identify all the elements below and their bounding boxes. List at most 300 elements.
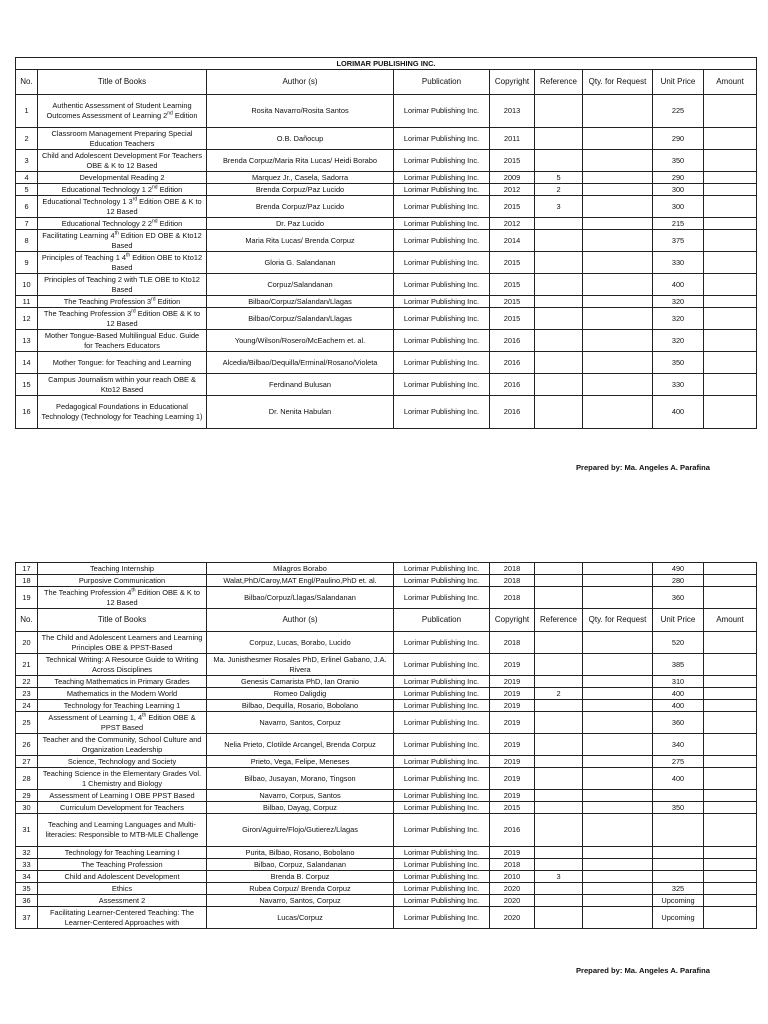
table-title: LORIMAR PUBLISHING INC.	[16, 58, 757, 70]
cell-unit-price: 320	[653, 296, 704, 308]
cell-publication: Lorimar Publishing Inc.	[394, 883, 490, 895]
cell-author: Genesis Camarista PhD, Ian Oranio	[207, 676, 394, 688]
cell-reference: 2	[535, 688, 583, 700]
cell-publication: Lorimar Publishing Inc.	[394, 907, 490, 929]
table-row	[16, 790, 757, 802]
table-row	[16, 308, 757, 330]
cell-amount	[704, 847, 757, 859]
cell-publication: Lorimar Publishing Inc.	[394, 688, 490, 700]
cell-amount	[704, 184, 757, 196]
cell-no: 13	[16, 330, 38, 352]
cell-no: 19	[16, 587, 38, 609]
cell-no: 1	[16, 95, 38, 128]
cell-qty	[583, 802, 653, 814]
cell-reference	[535, 790, 583, 802]
table-row	[16, 756, 757, 768]
col-author: Author (s)	[207, 609, 394, 632]
cell-amount	[704, 700, 757, 712]
cell-title: Teaching Internship	[38, 563, 207, 575]
cell-amount	[704, 252, 757, 274]
cell-title: Ethics	[38, 883, 207, 895]
cell-title: Campus Journalism within your reach OBE & Kto12 Based	[38, 374, 207, 396]
table-row	[16, 895, 757, 907]
cell-copyright: 2015	[490, 196, 535, 218]
table-row	[16, 814, 757, 847]
col-author: Author (s)	[207, 70, 394, 95]
cell-copyright: 2019	[490, 654, 535, 676]
cell-title: The Teaching Profession	[38, 859, 207, 871]
cell-title: Facilitating Learner-Centered Teaching: The Learner-Centered Approaches with	[38, 907, 207, 929]
cell-reference	[535, 575, 583, 587]
col-no: No.	[16, 70, 38, 95]
cell-copyright: 2015	[490, 308, 535, 330]
cell-copyright: 2018	[490, 859, 535, 871]
cell-copyright: 2015	[490, 296, 535, 308]
cell-title: The Child and Adolescent Learners and Learning Principles OBE & PPST-Based	[38, 632, 207, 654]
cell-publication: Lorimar Publishing Inc.	[394, 252, 490, 274]
cell-reference	[535, 907, 583, 929]
cell-reference: 2	[535, 184, 583, 196]
cell-qty	[583, 396, 653, 429]
cell-author: Brenda Corpuz/Maria Rita Lucas/ Heidi Borabo	[207, 150, 394, 172]
cell-copyright: 2013	[490, 95, 535, 128]
cell-qty	[583, 296, 653, 308]
cell-copyright: 2010	[490, 871, 535, 883]
cell-reference	[535, 895, 583, 907]
cell-unit-price: 350	[653, 802, 704, 814]
col-publication: Publication	[394, 70, 490, 95]
cell-qty	[583, 150, 653, 172]
cell-no: 6	[16, 196, 38, 218]
cell-no: 32	[16, 847, 38, 859]
cell-author: Romeo Daligdig	[207, 688, 394, 700]
cell-author: Young/Wilson/Rosero/McEachern et. al.	[207, 330, 394, 352]
cell-publication: Lorimar Publishing Inc.	[394, 871, 490, 883]
cell-copyright: 2019	[490, 712, 535, 734]
cell-no: 26	[16, 734, 38, 756]
cell-amount	[704, 712, 757, 734]
cell-unit-price: 400	[653, 688, 704, 700]
cell-amount	[704, 330, 757, 352]
cell-unit-price: 400	[653, 768, 704, 790]
cell-reference	[535, 296, 583, 308]
cell-qty	[583, 734, 653, 756]
cell-author: Bilbao, Jusayan, Morano, Tingson	[207, 768, 394, 790]
cell-title: Purposive Communication	[38, 575, 207, 587]
cell-amount	[704, 587, 757, 609]
cell-amount	[704, 150, 757, 172]
table-row	[16, 802, 757, 814]
cell-publication: Lorimar Publishing Inc.	[394, 374, 490, 396]
cell-author: Dr. Paz Lucido	[207, 218, 394, 230]
table-row	[16, 218, 757, 230]
table-row	[16, 184, 757, 196]
cell-copyright: 2018	[490, 575, 535, 587]
cell-publication: Lorimar Publishing Inc.	[394, 196, 490, 218]
cell-qty	[583, 218, 653, 230]
cell-title: Principles of Teaching 2 with TLE OBE to Kto12 Based	[38, 274, 207, 296]
cell-title: Assessment of Learning 1, 4th Edition OBE & PPST Based	[38, 712, 207, 734]
cell-unit-price: 300	[653, 184, 704, 196]
table-row	[16, 172, 757, 184]
cell-unit-price: 320	[653, 330, 704, 352]
cell-title: Mother Tongue: for Teaching and Learning	[38, 352, 207, 374]
cell-no: 17	[16, 563, 38, 575]
cell-copyright: 2016	[490, 374, 535, 396]
cell-title: Assessment of Learning I OBE PPST Based	[38, 790, 207, 802]
cell-qty	[583, 95, 653, 128]
cell-publication: Lorimar Publishing Inc.	[394, 587, 490, 609]
table-row	[16, 150, 757, 172]
cell-author: Gloria G. Salandanan	[207, 252, 394, 274]
cell-publication: Lorimar Publishing Inc.	[394, 330, 490, 352]
cell-publication: Lorimar Publishing Inc.	[394, 632, 490, 654]
cell-publication: Lorimar Publishing Inc.	[394, 847, 490, 859]
cell-reference	[535, 218, 583, 230]
cell-amount	[704, 676, 757, 688]
cell-publication: Lorimar Publishing Inc.	[394, 396, 490, 429]
cell-amount	[704, 230, 757, 252]
col-unit-price: Unit Price	[653, 70, 704, 95]
col-unit-price: Unit Price	[653, 609, 704, 632]
cell-no: 7	[16, 218, 38, 230]
cell-reference	[535, 150, 583, 172]
cell-publication: Lorimar Publishing Inc.	[394, 814, 490, 847]
cell-author: Marquez Jr., Casela, Sadorra	[207, 172, 394, 184]
cell-unit-price: 320	[653, 308, 704, 330]
cell-reference	[535, 308, 583, 330]
cell-unit-price: 490	[653, 563, 704, 575]
cell-title: Developmental Reading 2	[38, 172, 207, 184]
cell-amount	[704, 895, 757, 907]
cell-author: Brenda Corpuz/Paz Lucido	[207, 196, 394, 218]
table-row	[16, 907, 757, 929]
cell-no: 14	[16, 352, 38, 374]
table-row	[16, 374, 757, 396]
cell-author: Maria Rita Lucas/ Brenda Corpuz	[207, 230, 394, 252]
cell-publication: Lorimar Publishing Inc.	[394, 150, 490, 172]
cell-unit-price: 350	[653, 352, 704, 374]
cell-amount	[704, 688, 757, 700]
cell-copyright: 2015	[490, 802, 535, 814]
col-amount: Amount	[704, 70, 757, 95]
col-title: Title of Books	[38, 609, 207, 632]
cell-unit-price: 330	[653, 374, 704, 396]
cell-unit-price: 400	[653, 700, 704, 712]
cell-amount	[704, 95, 757, 128]
cell-qty	[583, 895, 653, 907]
cell-title: Technical Writing: A Resource Guide to Writing Across Disciplines	[38, 654, 207, 676]
table-row	[16, 734, 757, 756]
cell-unit-price: 360	[653, 587, 704, 609]
cell-unit-price	[653, 871, 704, 883]
cell-publication: Lorimar Publishing Inc.	[394, 859, 490, 871]
cell-copyright: 2016	[490, 330, 535, 352]
cell-title: Technology for Teaching Learning 1	[38, 700, 207, 712]
cell-qty	[583, 756, 653, 768]
table-row	[16, 587, 757, 609]
cell-publication: Lorimar Publishing Inc.	[394, 230, 490, 252]
cell-amount	[704, 756, 757, 768]
cell-copyright: 2019	[490, 768, 535, 790]
table-row	[16, 563, 757, 575]
table-row	[16, 847, 757, 859]
cell-amount	[704, 274, 757, 296]
cell-unit-price: 300	[653, 196, 704, 218]
cell-qty	[583, 859, 653, 871]
cell-amount	[704, 859, 757, 871]
cell-publication: Lorimar Publishing Inc.	[394, 308, 490, 330]
cell-title: Principles of Teaching 1 4th Edition OBE to Kto12 Based	[38, 252, 207, 274]
cell-no: 25	[16, 712, 38, 734]
cell-publication: Lorimar Publishing Inc.	[394, 802, 490, 814]
table-row	[16, 296, 757, 308]
cell-title: Teaching Science in the Elementary Grades Vol. 1 Chemistry and Biology	[38, 768, 207, 790]
cell-title: Assessment 2	[38, 895, 207, 907]
cell-qty	[583, 172, 653, 184]
cell-publication: Lorimar Publishing Inc.	[394, 700, 490, 712]
col-copyright: Copyright	[490, 70, 535, 95]
cell-unit-price: Upcoming	[653, 907, 704, 929]
cell-title: Teaching and Learning Languages and Multi-literacies: Responsible to MTB-MLE Challenge	[38, 814, 207, 847]
cell-no: 28	[16, 768, 38, 790]
cell-author: Navarro, Santos, Corpuz	[207, 712, 394, 734]
cell-unit-price	[653, 814, 704, 847]
cell-no: 11	[16, 296, 38, 308]
cell-no: 16	[16, 396, 38, 429]
cell-amount	[704, 790, 757, 802]
cell-no: 20	[16, 632, 38, 654]
cell-copyright: 2016	[490, 352, 535, 374]
cell-amount	[704, 352, 757, 374]
cell-no: 37	[16, 907, 38, 929]
cell-no: 27	[16, 756, 38, 768]
cell-author: Bilbao, Dequilla, Rosario, Bobolano	[207, 700, 394, 712]
book-table-2	[15, 562, 757, 929]
cell-qty	[583, 196, 653, 218]
cell-qty	[583, 847, 653, 859]
cell-no: 2	[16, 128, 38, 150]
cell-author: Bilbao/Corpuz/Llagas/Salandanan	[207, 587, 394, 609]
cell-qty	[583, 883, 653, 895]
cell-unit-price: 225	[653, 95, 704, 128]
cell-publication: Lorimar Publishing Inc.	[394, 296, 490, 308]
cell-no: 3	[16, 150, 38, 172]
cell-qty	[583, 252, 653, 274]
header-row	[16, 70, 757, 95]
cell-title: Educational Technology 1 2nd Edition	[38, 184, 207, 196]
table-row	[16, 575, 757, 587]
cell-author: Bilbao, Corpuz, Salandanan	[207, 859, 394, 871]
table-row	[16, 676, 757, 688]
cell-title: Mathematics in the Modern World	[38, 688, 207, 700]
cell-amount	[704, 296, 757, 308]
col-reference: Reference	[535, 609, 583, 632]
cell-publication: Lorimar Publishing Inc.	[394, 128, 490, 150]
cell-author: Nelia Prieto, Clotilde Arcangel, Brenda Corpuz	[207, 734, 394, 756]
table-row	[16, 352, 757, 374]
cell-reference	[535, 700, 583, 712]
cell-publication: Lorimar Publishing Inc.	[394, 95, 490, 128]
cell-reference	[535, 330, 583, 352]
col-title: Title of Books	[38, 70, 207, 95]
table-row	[16, 274, 757, 296]
cell-unit-price: 330	[653, 252, 704, 274]
cell-qty	[583, 907, 653, 929]
cell-copyright: 2016	[490, 396, 535, 429]
cell-title: Technology for Teaching Learning I	[38, 847, 207, 859]
cell-no: 23	[16, 688, 38, 700]
cell-reference	[535, 252, 583, 274]
cell-unit-price: 375	[653, 230, 704, 252]
cell-publication: Lorimar Publishing Inc.	[394, 768, 490, 790]
cell-author: Corpuz/Salandanan	[207, 274, 394, 296]
cell-amount	[704, 768, 757, 790]
col-publication: Publication	[394, 609, 490, 632]
cell-title: Teaching Mathematics in Primary Grades	[38, 676, 207, 688]
cell-no: 33	[16, 859, 38, 871]
table-row	[16, 654, 757, 676]
cell-author: Ma. Junisthesmer Rosales PhD, Erlinel Gabano, J.A. Rivera	[207, 654, 394, 676]
cell-amount	[704, 907, 757, 929]
cell-unit-price: 280	[653, 575, 704, 587]
cell-title: Authentic Assessment of Student Learning Outcomes Assessment of Learning 2nd Edition	[38, 95, 207, 128]
cell-qty	[583, 330, 653, 352]
cell-reference	[535, 676, 583, 688]
cell-publication: Lorimar Publishing Inc.	[394, 274, 490, 296]
table-row	[16, 632, 757, 654]
col-qty: Qty. for Request	[583, 609, 653, 632]
cell-author: Prieto, Vega, Felipe, Meneses	[207, 756, 394, 768]
cell-amount	[704, 172, 757, 184]
cell-title: Child and Adolescent Development For Teachers OBE & K to 12 Based	[38, 150, 207, 172]
cell-amount	[704, 374, 757, 396]
cell-author: Ferdinand Bulusan	[207, 374, 394, 396]
cell-author: Rosita Navarro/Rosita Santos	[207, 95, 394, 128]
cell-copyright: 2019	[490, 847, 535, 859]
col-reference: Reference	[535, 70, 583, 95]
cell-no: 21	[16, 654, 38, 676]
header-row	[16, 609, 757, 632]
cell-reference	[535, 712, 583, 734]
table-row	[16, 871, 757, 883]
cell-qty	[583, 374, 653, 396]
cell-unit-price: 385	[653, 654, 704, 676]
cell-reference	[535, 374, 583, 396]
cell-qty	[583, 230, 653, 252]
cell-reference: 3	[535, 196, 583, 218]
cell-author: Bilbao/Corpuz/Salandan/Llagas	[207, 296, 394, 308]
cell-qty	[583, 563, 653, 575]
cell-amount	[704, 196, 757, 218]
cell-copyright: 2019	[490, 688, 535, 700]
cell-reference	[535, 95, 583, 128]
table-row	[16, 700, 757, 712]
cell-publication: Lorimar Publishing Inc.	[394, 172, 490, 184]
cell-unit-price: 350	[653, 150, 704, 172]
table-row	[16, 688, 757, 700]
cell-no: 15	[16, 374, 38, 396]
cell-no: 5	[16, 184, 38, 196]
cell-unit-price: 290	[653, 128, 704, 150]
cell-publication: Lorimar Publishing Inc.	[394, 895, 490, 907]
cell-unit-price	[653, 859, 704, 871]
cell-reference	[535, 814, 583, 847]
table-row	[16, 230, 757, 252]
cell-unit-price: 360	[653, 712, 704, 734]
cell-copyright: 2014	[490, 230, 535, 252]
cell-no: 12	[16, 308, 38, 330]
cell-copyright: 2018	[490, 632, 535, 654]
cell-title: Child and Adolescent Development	[38, 871, 207, 883]
cell-title: The Teaching Profession 3rd Edition OBE & K to 12 Based	[38, 308, 207, 330]
cell-author: Bilbao/Corpuz/Salandan/Llagas	[207, 308, 394, 330]
cell-copyright: 2020	[490, 883, 535, 895]
table-row	[16, 330, 757, 352]
cell-title: Pedagogical Foundations in Educational Technology (Technology for Teaching Learning 1)	[38, 396, 207, 429]
cell-amount	[704, 871, 757, 883]
cell-author: Corpuz, Lucas, Borabo, Lucido	[207, 632, 394, 654]
cell-copyright: 2020	[490, 895, 535, 907]
table-row	[16, 859, 757, 871]
cell-reference	[535, 859, 583, 871]
cell-unit-price: 400	[653, 274, 704, 296]
cell-reference: 3	[535, 871, 583, 883]
cell-qty	[583, 587, 653, 609]
table-row	[16, 712, 757, 734]
cell-copyright: 2009	[490, 172, 535, 184]
cell-publication: Lorimar Publishing Inc.	[394, 676, 490, 688]
cell-reference	[535, 563, 583, 575]
cell-author: Walat,PhD/Caroy,MAT Engl/Paulino,PhD et. al.	[207, 575, 394, 587]
cell-qty	[583, 712, 653, 734]
cell-publication: Lorimar Publishing Inc.	[394, 563, 490, 575]
cell-unit-price: 340	[653, 734, 704, 756]
cell-copyright: 2019	[490, 700, 535, 712]
cell-publication: Lorimar Publishing Inc.	[394, 756, 490, 768]
cell-reference	[535, 274, 583, 296]
cell-qty	[583, 768, 653, 790]
cell-author: O.B. Dañocup	[207, 128, 394, 150]
cell-amount	[704, 218, 757, 230]
cell-no: 24	[16, 700, 38, 712]
cell-reference	[535, 756, 583, 768]
cell-author: Dr. Nenita Habulan	[207, 396, 394, 429]
cell-unit-price: 325	[653, 883, 704, 895]
cell-no: 35	[16, 883, 38, 895]
cell-copyright: 2015	[490, 252, 535, 274]
cell-no: 36	[16, 895, 38, 907]
cell-author: Milagros Borabo	[207, 563, 394, 575]
cell-qty	[583, 688, 653, 700]
cell-reference: 5	[535, 172, 583, 184]
cell-publication: Lorimar Publishing Inc.	[394, 352, 490, 374]
cell-amount	[704, 563, 757, 575]
cell-reference	[535, 802, 583, 814]
cell-title: The Teaching Profession 3rd Edition	[38, 296, 207, 308]
cell-copyright: 2011	[490, 128, 535, 150]
cell-amount	[704, 308, 757, 330]
cell-copyright: 2019	[490, 756, 535, 768]
cell-reference	[535, 230, 583, 252]
cell-qty	[583, 184, 653, 196]
cell-reference	[535, 734, 583, 756]
prepared-by-2: Prepared by: Ma. Angeles A. Parafina	[575, 966, 710, 975]
cell-qty	[583, 128, 653, 150]
table-row	[16, 883, 757, 895]
cell-title: Science, Technology and Society	[38, 756, 207, 768]
cell-reference	[535, 883, 583, 895]
